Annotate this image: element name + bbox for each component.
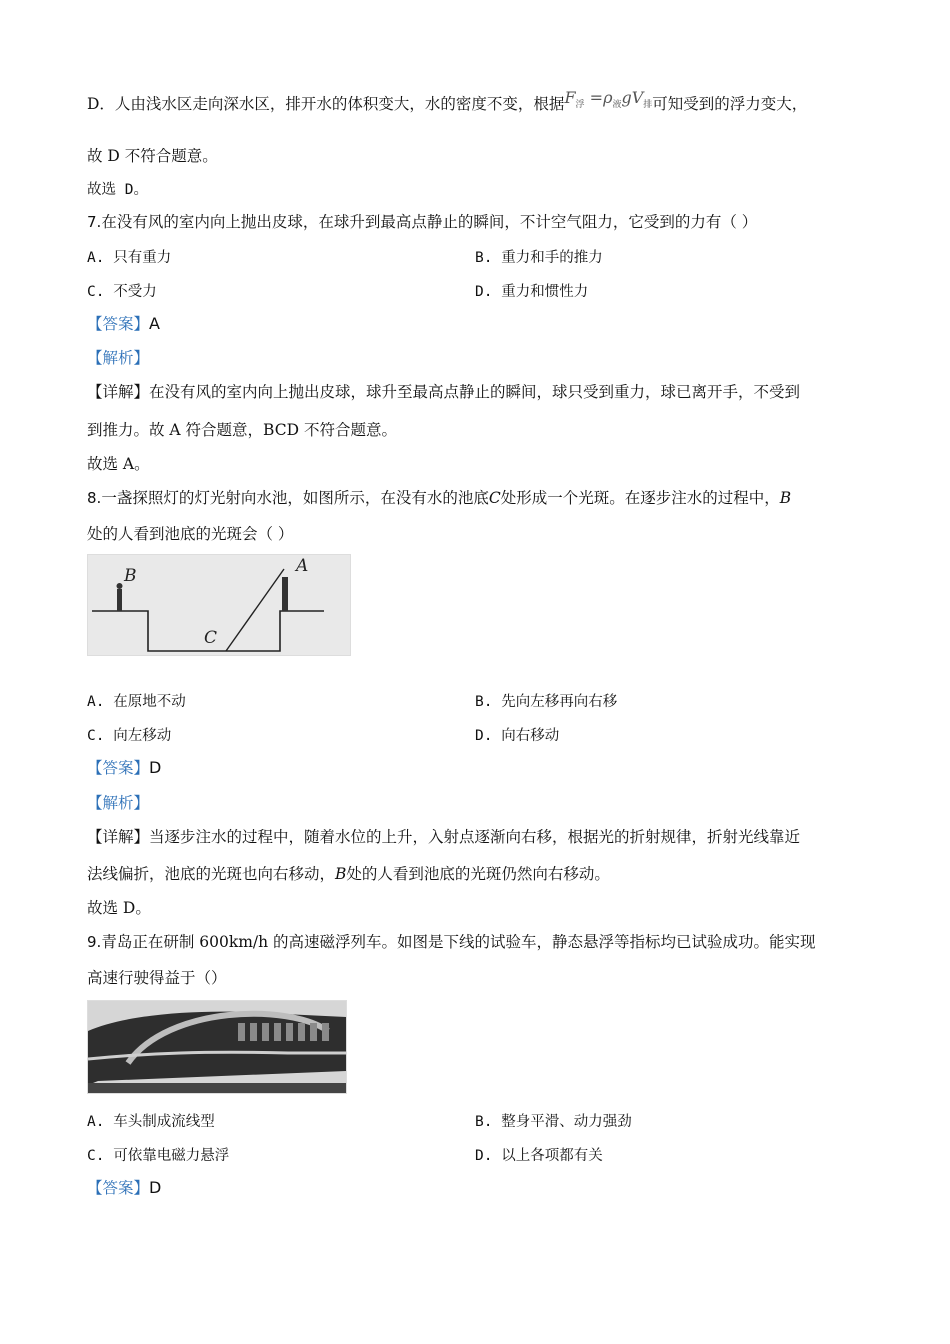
buoyancy-formula: $F_浮 =\rho_液gV_排$ xyxy=(564,88,653,111)
q7-option-a: A. 只有重力 xyxy=(87,250,172,266)
answer-tag: 【答案】 xyxy=(87,315,150,333)
person-b-icon xyxy=(117,589,122,611)
label-a: A xyxy=(296,556,309,576)
pool-diagram-svg xyxy=(88,555,350,655)
maglev-train-photo xyxy=(87,1000,347,1094)
q7-answer xyxy=(87,312,160,334)
q8-analysis-tag: 【解析】 xyxy=(87,794,150,812)
question-number: 8. xyxy=(87,489,102,507)
light-beam xyxy=(226,569,284,651)
q8-option-b: B. 先向左移再向右移 xyxy=(475,694,618,710)
option-d-conclusion: 故 D 不符合题意。 xyxy=(87,147,218,165)
person-b-head-icon xyxy=(117,583,123,589)
q9-option-a: A. 车头制成流线型 xyxy=(87,1114,215,1130)
label-c: C xyxy=(204,628,218,648)
q8-answer xyxy=(87,756,161,778)
q8-detail-line-2: 法线偏折，池底的光斑也向右移动，B处的人看到池底的光斑仍然向右移动。 xyxy=(87,865,610,883)
q9-option-d: D. 以上各项都有关 xyxy=(475,1148,603,1164)
option-d-text-part1: D．人由浅水区走向深水区，排开水的体积变大，水的密度不变，根据 xyxy=(87,95,565,113)
q7-choose-line: 故选 A。 xyxy=(87,455,150,473)
pool-diagram-figure xyxy=(87,554,351,656)
q8-option-d: D. 向右移动 xyxy=(475,728,560,744)
q8-option-c: C. 向左移动 xyxy=(87,728,172,744)
question-8-stem-line-2: 处的人看到池底的光斑会（ ） xyxy=(87,525,294,543)
maglev-train-svg xyxy=(88,1001,346,1093)
q8-detail-line-1: 【详解】当逐步注水的过程中，随着水位的上升，入射点逐渐向右移，根据光的折射规律，折射光线靠近 xyxy=(87,828,801,846)
choose-d-line: 故选 D。 xyxy=(87,182,148,198)
label-b: B xyxy=(124,566,137,586)
q8-option-a: A. 在原地不动 xyxy=(87,694,186,710)
question-text: 在没有风的室内向上抛出皮球，在球升到最高点静止的瞬间，不计空气阻力，它受到的力有（ ） xyxy=(101,213,758,231)
question-8-stem-line-1: 8.一盏探照灯的灯光射向水池，如图所示，在没有水的池底C处形成一个光斑。在逐步注水的过程中，B xyxy=(87,489,792,507)
q7-detail-line-1: 【详解】在没有风的室内向上抛出皮球，球升至最高点静止的瞬间，球只受到重力，球已离开手，不受到 xyxy=(87,383,801,401)
q9-option-c: C. 可依靠电磁力悬浮 xyxy=(87,1148,230,1164)
question-number: 9. xyxy=(87,933,102,951)
answer-tag: 【答案】 xyxy=(87,1179,150,1197)
question-number: 7. xyxy=(87,213,102,231)
q9-answer xyxy=(87,1176,161,1198)
q7-option-d: D. 重力和惯性力 xyxy=(475,284,589,300)
answer-value: D xyxy=(149,1178,162,1197)
prev-question-option-d xyxy=(87,88,808,116)
question-9-stem-line-1: 9.青岛正在研制 600km/h 的高速磁浮列车。如图是下线的试验车，静态悬浮等指标均已试验成功。能实现 xyxy=(87,933,816,951)
q8-choose-line: 故选 D。 xyxy=(87,899,151,917)
question-7-stem xyxy=(87,210,757,232)
searchlight-icon xyxy=(282,577,288,611)
answer-value: D xyxy=(149,758,162,777)
detail-tag: 【详解】 xyxy=(87,828,150,846)
q7-detail-line-2: 到推力。故 A 符合题意，BCD 不符合题意。 xyxy=(87,421,397,439)
option-d-text-part2: 可知受到的浮力变大， xyxy=(652,95,808,113)
answer-value: A xyxy=(149,314,160,333)
answer-tag: 【答案】 xyxy=(87,759,150,777)
q9-option-b: B. 整身平滑、动力强劲 xyxy=(475,1114,632,1130)
q7-option-c: C. 不受力 xyxy=(87,284,157,300)
q7-analysis-tag: 【解析】 xyxy=(87,349,150,367)
track xyxy=(88,1083,346,1093)
detail-tag: 【详解】 xyxy=(87,383,150,401)
q7-option-b: B. 重力和手的推力 xyxy=(475,250,603,266)
question-9-stem-line-2: 高速行驶得益于（） xyxy=(87,969,227,987)
